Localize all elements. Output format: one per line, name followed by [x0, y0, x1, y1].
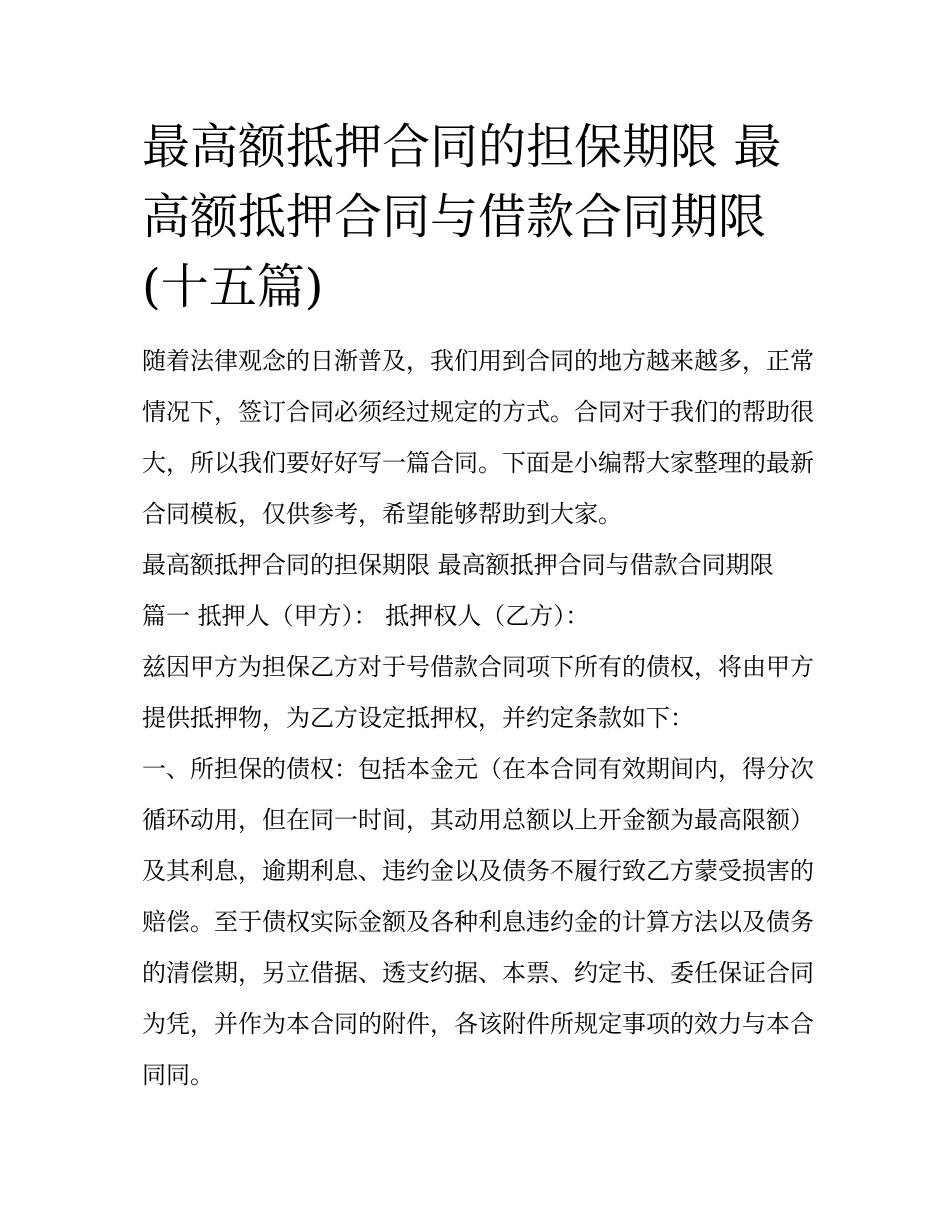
preamble-paragraph: 兹因甲方为担保乙方对于号借款合同项下所有的债权，将由甲方提供抵押物，为乙方设定抵押权，并约定条款如下： [142, 653, 814, 732]
intro-paragraph: 随着法律观念的日渐普及，我们用到合同的地方越来越多，正常情况下，签订合同必须经过规定的方式。合同对于我们的帮助很大，所以我们要好好写一篇合同。下面是小编帮大家整理的最新合同模板，仅供参考，希望能够帮助到大家。 [142, 347, 814, 528]
document-body [142, 336, 814, 1101]
parties-line: 篇一 抵押人（甲方）： 抵押权人（乙方）： [142, 602, 590, 630]
section-heading: 最高额抵押合同的担保期限 最高额抵押合同与借款合同期限 [142, 551, 774, 579]
clause-one-paragraph: 一、所担保的债权：包括本金元（在本合同有效期间内，得分次循环动用，但在同一时间，其动用总额以上开金额为最高限额）及其利息，逾期利息、违约金以及债务不履行致乙方蒙受损害的赔偿。至于债权实际金额及各种利息违约金的计算方法以及债务的清偿期，另立借据、透支约据、本票、约定书、委任保证合同为凭，并作为本合同的附件，各该附件所规定事项的效力与本合同同。 [142, 755, 814, 1089]
document-page [142, 112, 814, 1101]
document-title: 最高额抵押合同的担保期限 最高额抵押合同与借款合同期限(十五篇) [142, 119, 782, 315]
